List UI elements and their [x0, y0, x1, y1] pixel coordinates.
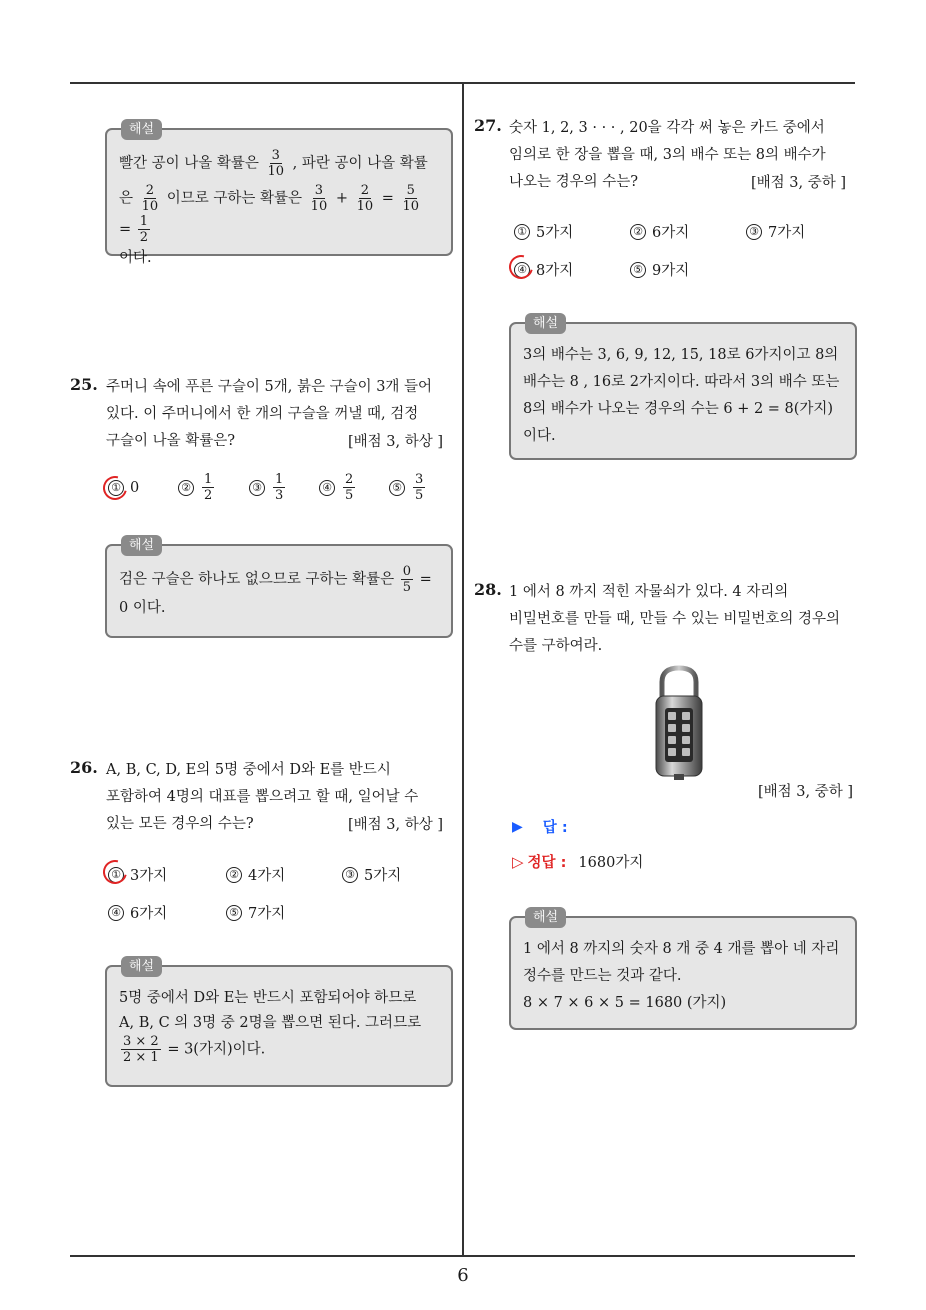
q27-option-2[interactable]: ② 6가지 — [630, 221, 689, 242]
q26-solution-box — [105, 959, 453, 1087]
q28-sol-line2: 정수를 만드는 것과 같다. — [523, 968, 682, 984]
q25-text: 주머니 속에 푸른 구슬이 5개, 붉은 구슬이 3개 들어 있다. 이 주머니에서 한 개의 구슬을 꺼낼 때, 검정 구슬이 나올 확률은? — [106, 379, 433, 449]
q24-sol-line3: 이다. — [119, 250, 152, 266]
q27-sol-line3: 8의 배수가 나오는 경우의 수는 6 + 2 = 8(가지) — [523, 401, 834, 417]
solution-tag: 해설 — [121, 535, 162, 556]
q25-option-4[interactable]: ④ $\frac{2}{5}$ — [319, 472, 357, 503]
solution-tag: 해설 — [525, 907, 566, 928]
q26-text: A, B, C, D, E의 5명 중에서 D와 E를 반드시 포함하여 4명의 대표를 뽑으려고 할 때, 일어날 수 있는 모든 경우의 수는? — [106, 762, 419, 832]
column-divider — [462, 82, 464, 1256]
q28-answer-row — [512, 816, 568, 837]
q25-sol-line1: 검은 구슬은 하나도 없으므로 구하는 확률은 $\frac{0}{5}$ = — [119, 564, 432, 595]
q25-option-1[interactable]: ① 0 — [108, 480, 139, 496]
q26-option-3[interactable]: ③ 5가지 — [342, 864, 401, 885]
q27-option-4[interactable]: ④ 8가지 — [514, 259, 573, 280]
q25-meta: [배점 3, 하상 ] — [348, 434, 444, 450]
q27-sol-line1: 3의 배수는 3, 6, 9, 12, 15, 18로 6가지이고 8의 — [523, 347, 839, 363]
solution-tag: 해설 — [121, 956, 162, 977]
q26-sol-line3: $\frac{3 \times 2}{2 \times 1}$ = 3(가지)이다. — [123, 1034, 266, 1065]
q25-solution-box — [105, 538, 453, 638]
q27-solution-box — [509, 316, 857, 460]
q27-text: 숫자 1, 2, 3 · · · , 20을 각각 써 놓은 카드 중에서 임의로 한 장을 뽑을 때, 3의 배수 또는 8의 배수가 나오는 경우의 수는? — [509, 120, 826, 190]
q24-solution-box — [105, 122, 453, 266]
triangle-outline-icon: ▷ — [512, 852, 524, 871]
answer-label: 답 : — [542, 820, 568, 836]
q28-sol-line1: 1 에서 8 까지의 숫자 8 개 중 4 개를 뽑아 네 자리 — [523, 941, 840, 957]
triangle-filled-icon: ▶ — [512, 818, 523, 835]
q26-sol-line2: A, B, C 의 3명 중 2명을 뽑으면 된다. 그러므로 — [119, 1015, 422, 1031]
q27-meta: [배점 3, 중하 ] — [751, 175, 847, 191]
q26-number: 26. — [70, 758, 98, 777]
q24-sol-line1: 빨간 공이 나올 확률은 $\frac{3}{10}$ , 파란 공이 나올 확률 — [119, 148, 428, 179]
q28-meta: [배점 3, 중하 ] — [758, 784, 854, 800]
q26-meta: [배점 3, 하상 ] — [348, 817, 444, 833]
solution-tag: 해설 — [121, 119, 162, 140]
solution-tag: 해설 — [525, 313, 566, 334]
bottom-rule — [70, 1255, 855, 1257]
q26-option-2[interactable]: ② 4가지 — [226, 864, 285, 885]
page-number: 6 — [457, 1265, 469, 1286]
q25-answer-mark — [99, 472, 132, 505]
q26-option-4[interactable]: ④ 6가지 — [108, 902, 167, 923]
correct-label: 정답 : — [527, 855, 567, 871]
q27-option-5[interactable]: ⑤ 9가지 — [630, 259, 689, 280]
q27-sol-line2: 배수는 8 , 16로 2가지이다. 따라서 3의 배수 또는 — [523, 374, 840, 390]
padlock-icon — [652, 664, 706, 784]
q28-sol-line3: 8 × 7 × 6 × 5 = 1680 (가지) — [523, 995, 727, 1011]
q28-number: 28. — [474, 580, 502, 599]
q25-option-3[interactable]: ③ $\frac{1}{3}$ — [249, 472, 287, 503]
q28-correct-row — [512, 851, 643, 872]
q27-number: 27. — [474, 116, 502, 135]
q25-option-5[interactable]: ⑤ $\frac{3}{5}$ — [389, 472, 427, 503]
q28-text: 1 에서 8 까지 적힌 자물쇠가 있다. 4 자리의 비밀번호를 만들 때, 만들 수 있는 비밀번호의 경우의 수를 구하여라. — [509, 584, 841, 654]
q24-sol-line2: 은 $\frac{2}{10}$ 이므로 구하는 확률은 $\frac{3}{10}$ + $\frac{2}{10}$ = $\frac{5}{10}$ = $\frac{1}{2}$ — [119, 183, 420, 245]
q26-option-5[interactable]: ⑤ 7가지 — [226, 902, 285, 923]
q25-sol-line2: 0 이다. — [119, 600, 166, 616]
q27-sol-line4: 이다. — [523, 428, 556, 444]
q25-option-2[interactable]: ② $\frac{1}{2}$ — [178, 472, 216, 503]
q27-option-3[interactable]: ③ 7가지 — [746, 221, 805, 242]
q28-solution-box — [509, 910, 857, 1030]
q27-option-1[interactable]: ① 5가지 — [514, 221, 573, 242]
correct-value: 1680가지 — [578, 855, 644, 871]
q25-number: 25. — [70, 375, 98, 394]
q26-option-1[interactable]: ① 3가지 — [108, 864, 167, 885]
q26-sol-line1: 5명 중에서 D와 E는 반드시 포함되어야 하므로 — [119, 990, 417, 1006]
